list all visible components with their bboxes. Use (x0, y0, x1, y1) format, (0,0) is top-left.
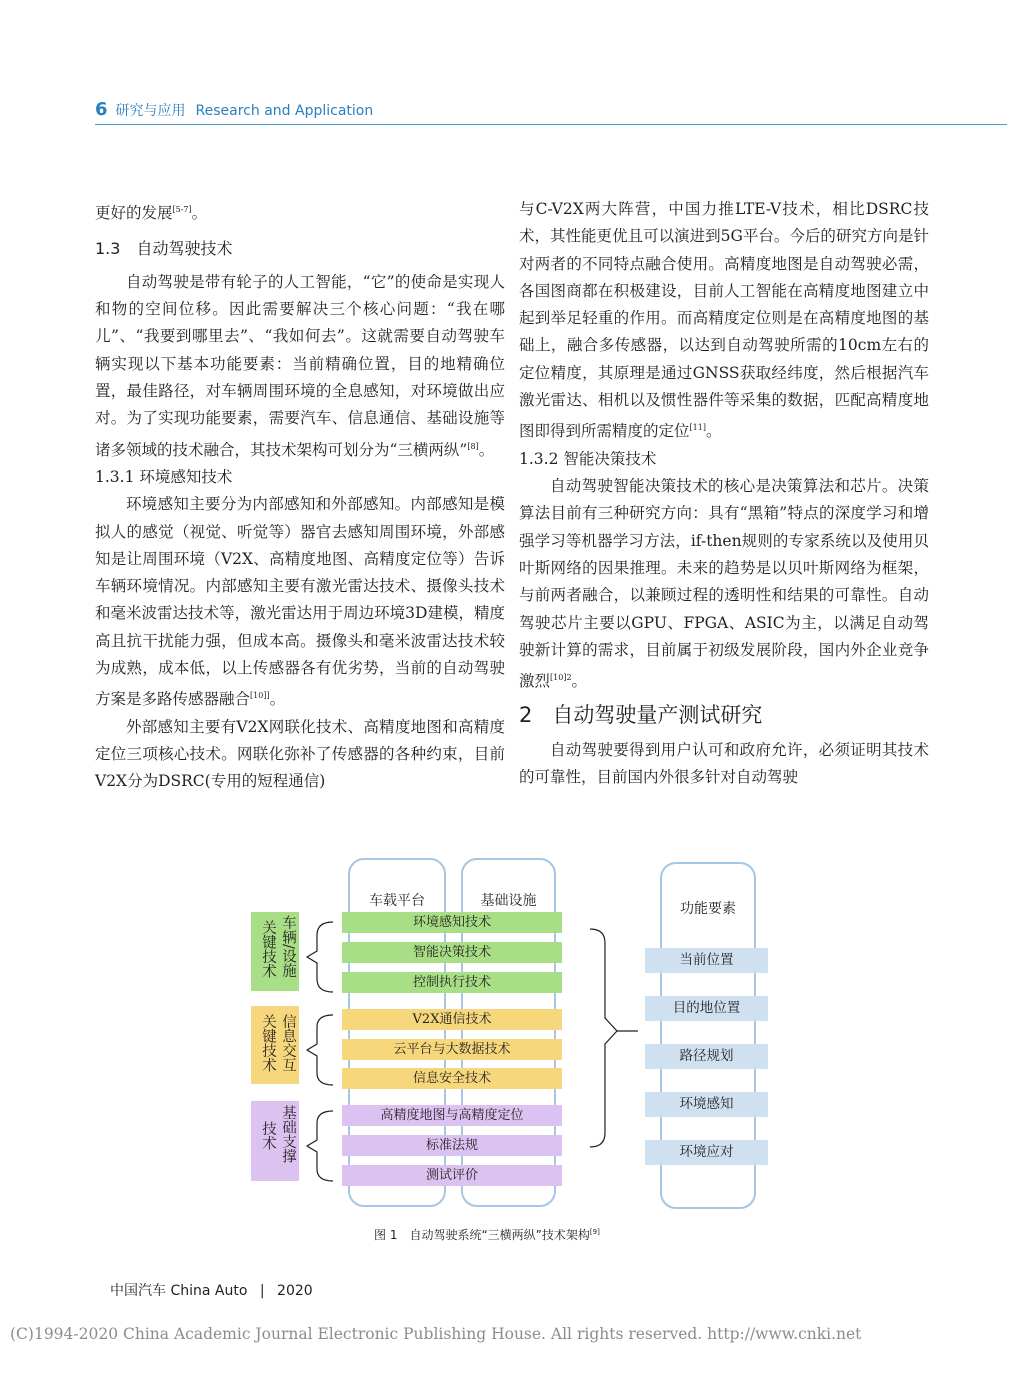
func-destination: 目的地位置 (645, 996, 768, 1021)
infrastructure-label: 基础设施 (480, 893, 537, 909)
group-info-key-tech: 关键技术 信息交互 (251, 1006, 299, 1084)
paragraph: 自动驾驶是带有轮子的人工智能，“它”的使命是实现人和物的空间位移。因此需要解决三个核心问题：“我在哪儿”、“我要到哪里去”、“我如何去”。这就需要自动驾驶车辆实现以下基本功能要素：当前精确位置，目的地精确位置，最佳路径，对车辆周围环境的全息感知，对环境做出应对。为了实现功能要素，需要汽车、信息通信、基础设施等诸多领域的技术融合，其技术架构可划分为“三横两纵”[8]。 (95, 272, 505, 459)
footer (110, 1280, 313, 1300)
func-environment-perception: 环境感知 (645, 1092, 768, 1117)
paragraph: 自动驾驶智能决策技术的核心是决策算法和芯片。决策算法目前有三种研究方向：具有“黑箱”特点的深度学习和增强学习等机器学习方法，if-then规则的专家系统以及使用贝叶斯网络的因果推理。未来的趋势是以贝叶斯网络为框架，与前两者融合，以兼顾过程的透明性和结果的可靠性。自动驾驶芯片主要以GPU、FPGA、ASIC为主，以满足自动驾驶新计算的需求，目前属于初级发展阶段，国内外企业竞争激烈$^{[10]2}$。 (519, 477, 929, 691)
group-base-support-tech: 技术 基础支撑 (251, 1101, 299, 1181)
citation: [10]] (250, 691, 270, 701)
row-intelligent-decision: 智能决策技术 (342, 942, 562, 963)
paragraph: 环境感知主要分为内部感知和外部感知。内部感知是模拟人的感觉（视觉、听觉等）器官去感知周围环境，外部感知是让周围环境（V2X、高精度地图、高精度定位等）告诉车辆环境情况。内部感知主要有激光雷达技术、摄像头技术和毫米波雷达技术等，激光雷达用于周边环境3D建模，精度高且抗干扰能力强，但成本高。摄像头和毫米波雷达技术较为成熟，成本低，以上传感器各有优劣势，当前的自动驾驶方案是多路传感器融合[10]]。 (95, 495, 505, 709)
row-cloud-bigdata: 云平台与大数据技术 (342, 1039, 562, 1060)
footer-separator: | (259, 1283, 265, 1299)
group-vehicle-key-tech: 关键技术 车辆/设施 (251, 912, 299, 991)
footer-year: 2020 (277, 1283, 313, 1299)
section-heading-1-3: 1.3 自动驾驶技术 (95, 239, 233, 259)
vehicle-platform-label: 车载平台 (369, 893, 425, 909)
paragraph: 外部感知主要有V2X网联化技术、高精度地图和高精度定位三项核心技术。网联化弥补了传感器的各种约束，目前V2X分为DSRC(专用的短程通信) (95, 717, 505, 791)
subsection-heading-1-3-1: 1.3.1 环境感知技术 (95, 467, 233, 486)
copyright-watermark: (C)1994-2020 China Academic Journal Electronic Publishing House. All rights reserved. http://www.cnki.net (10, 1325, 862, 1343)
figure-1-architecture (245, 855, 785, 1215)
row-hd-map-positioning: 高精度地图与高精度定位 (342, 1105, 562, 1126)
header-rule (95, 124, 1007, 125)
citation: [10]2 (550, 673, 572, 683)
func-path-planning: 路径规划 (645, 1044, 768, 1069)
right-column (519, 196, 929, 792)
func-current-position: 当前位置 (645, 948, 768, 973)
paragraph: 更好的发展[5-7]。 (95, 204, 208, 223)
subsection-heading-1-3-2: 1.3.2 智能决策技术 (519, 449, 657, 468)
section-title-en: Research and Application (195, 103, 374, 119)
row-v2x-communication: V2X通信技术 (342, 1009, 562, 1030)
citation: [11] (689, 423, 706, 433)
func-environment-response: 环境应对 (645, 1140, 768, 1165)
paragraph: 与C-V2X两大阵营，中国力推LTE-V技术，相比DSRC技术，其性能更优且可以演进到5G平台。今后的研究方向是针对两者的不同特点融合使用。高精度地图是自动驾驶必需，各国图商都在积极建设，目前人工智能在高精度地图建立中起到举足轻重的作用。而高精度定位则是在高精度地图的基础上，融合多传感器，以达到自动驾驶所需的10cm左右的定位精度，其原理是通过GNSS获取经纬度，然后根据汽车激光雷达、相机以及惯性器件等采集的数据，匹配高精度地图即得到所需精度的定位[11]。 (519, 200, 929, 441)
left-column (95, 196, 505, 796)
paragraph: 自动驾驶要得到用户认可和政府允许，必须证明其技术的可靠性，目前国内外很多针对自动驾驶 (519, 740, 929, 787)
citation: [8] (467, 441, 479, 451)
section-title-cn: 研究与应用 (115, 103, 186, 119)
section-heading-2: 2 自动驾驶量产测试研究 (519, 702, 763, 727)
row-environment-perception: 环境感知技术 (342, 912, 562, 933)
running-header (95, 99, 373, 120)
function-elements-label: 功能要素 (680, 901, 736, 917)
citation: [5-7] (172, 205, 192, 214)
figure-caption: 图 1 自动驾驶系统“三横两纵”技术架构[9] (374, 1228, 600, 1242)
page-number: 6 (95, 99, 108, 120)
row-test-evaluation: 测试评价 (342, 1165, 562, 1186)
journal-name: 中国汽车 China Auto (110, 1283, 248, 1299)
row-control-execution: 控制执行技术 (342, 972, 562, 993)
row-standards: 标准法规 (342, 1135, 562, 1156)
row-info-security: 信息安全技术 (342, 1068, 562, 1089)
